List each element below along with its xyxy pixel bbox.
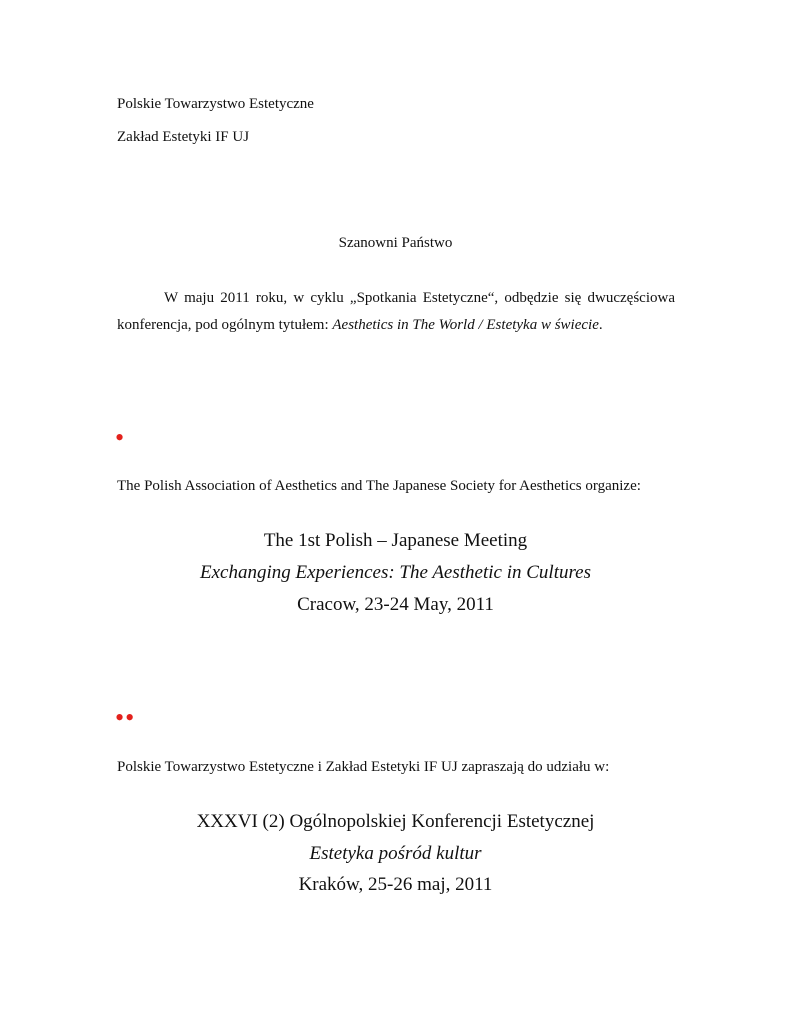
section-1-intro: The Polish Association of Aesthetics and The Japanese Society for Aesthetics organize: [117, 478, 641, 494]
section-1-marker: • [115, 423, 126, 452]
section-1-event-subtitle: Exchanging Experiences: The Aesthetic in Cultures [200, 562, 591, 583]
intro-text: W maju 2011 roku, w cyklu „Spotkania Estetyczne“, odbędzie się dwuczęściowa konferencja, pod ogólnym tytułem: [117, 290, 675, 333]
org-line-2: Zakład Estetyki IF UJ [117, 129, 250, 145]
conference-title: Aesthetics in The World / Estetyka w świecie [332, 317, 599, 333]
intro-paragraph [117, 285, 675, 339]
section-2-intro: Polskie Towarzystwo Estetyczne i Zakład Estetyki IF UJ zapraszają do udziału w: [117, 759, 610, 775]
salutation: Szanowni Państwo [338, 235, 453, 251]
section-2-event-title: XXXVI (2) Ogólnopolskiej Konferencji Estetycznej [196, 811, 595, 832]
section-2-event-subtitle: Estetyka pośród kultur [309, 843, 482, 864]
section-2-marker: •• [115, 703, 136, 732]
intro-end: . [598, 317, 603, 333]
section-1-event-title: The 1st Polish – Japanese Meeting [263, 530, 528, 551]
section-2-event-place-date: Kraków, 25-26 maj, 2011 [298, 874, 493, 895]
section-1-event-place-date: Cracow, 23-24 May, 2011 [297, 594, 494, 615]
org-line-1: Polskie Towarzystwo Estetyczne [117, 96, 314, 112]
